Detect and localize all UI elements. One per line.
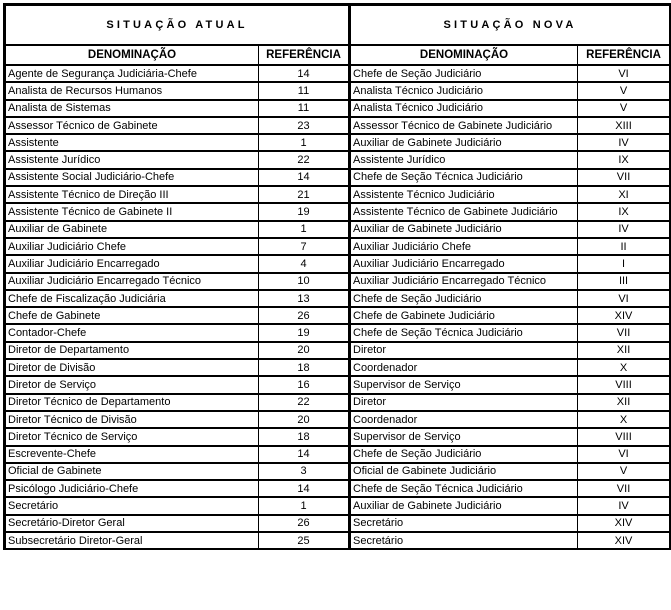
new-reference-cell: IX (578, 203, 671, 220)
new-reference-cell: IV (578, 134, 671, 151)
new-reference-cell: VII (578, 169, 671, 186)
current-denomination-cell: Chefe de Fiscalização Judiciária (5, 290, 259, 307)
new-denomination-cell: Assistente Técnico de Gabinete Judiciário (350, 203, 578, 220)
current-reference-cell: 22 (259, 151, 350, 168)
current-reference-cell: 14 (259, 446, 350, 463)
new-denomination-cell: Supervisor de Serviço (350, 428, 578, 445)
new-reference-header: REFERÊNCIA (578, 45, 671, 65)
current-denomination-cell: Subsecretário Diretor-Geral (5, 532, 259, 549)
new-reference-cell: VIII (578, 376, 671, 393)
new-reference-cell: VII (578, 324, 671, 341)
table-row (5, 480, 671, 497)
current-denomination-cell: Chefe de Gabinete (5, 307, 259, 324)
current-denomination-cell: Auxiliar Judiciário Encarregado (5, 255, 259, 272)
current-reference-cell: 14 (259, 65, 350, 82)
new-reference-cell: IV (578, 221, 671, 238)
current-denomination-cell: Assistente (5, 134, 259, 151)
new-denomination-cell: Coordenador (350, 411, 578, 428)
current-reference-cell: 10 (259, 273, 350, 290)
new-reference-cell: II (578, 238, 671, 255)
table-body (5, 65, 671, 549)
current-reference-cell: 11 (259, 82, 350, 99)
current-reference-cell: 7 (259, 238, 350, 255)
new-denomination-cell: Auxiliar de Gabinete Judiciário (350, 497, 578, 514)
current-situation-header: SITUAÇÃO ATUAL (5, 5, 350, 46)
current-denomination-cell: Diretor de Serviço (5, 376, 259, 393)
current-denomination-cell: Escrevente-Chefe (5, 446, 259, 463)
new-reference-cell: XII (578, 342, 671, 359)
current-reference-cell: 18 (259, 359, 350, 376)
new-reference-cell: V (578, 463, 671, 480)
new-denomination-cell: Coordenador (350, 359, 578, 376)
current-reference-cell: 18 (259, 428, 350, 445)
current-reference-cell: 25 (259, 532, 350, 549)
current-reference-cell: 26 (259, 515, 350, 532)
table-row (5, 65, 671, 82)
current-denomination-cell: Assistente Técnico de Gabinete II (5, 203, 259, 220)
current-denomination-cell: Assistente Social Judiciário-Chefe (5, 169, 259, 186)
current-reference-cell: 26 (259, 307, 350, 324)
new-reference-cell: V (578, 100, 671, 117)
new-reference-cell: XIV (578, 515, 671, 532)
table-row (5, 82, 671, 99)
table-row (5, 411, 671, 428)
new-reference-cell: VI (578, 446, 671, 463)
current-reference-cell: 1 (259, 497, 350, 514)
new-denomination-cell: Chefe de Seção Técnica Judiciário (350, 324, 578, 341)
table-row (5, 100, 671, 117)
current-reference-cell: 19 (259, 203, 350, 220)
current-reference-cell: 16 (259, 376, 350, 393)
table-row (5, 342, 671, 359)
new-denomination-cell: Chefe de Gabinete Judiciário (350, 307, 578, 324)
current-denomination-cell: Assistente Jurídico (5, 151, 259, 168)
table-row (5, 238, 671, 255)
new-reference-cell: XI (578, 186, 671, 203)
current-denomination-cell: Auxiliar Judiciário Chefe (5, 238, 259, 255)
new-reference-cell: I (578, 255, 671, 272)
new-reference-cell: III (578, 273, 671, 290)
new-reference-cell: VIII (578, 428, 671, 445)
table-row (5, 446, 671, 463)
current-reference-cell: 1 (259, 221, 350, 238)
table-row (5, 307, 671, 324)
new-denomination-cell: Auxiliar de Gabinete Judiciário (350, 221, 578, 238)
new-reference-cell: XII (578, 394, 671, 411)
table-row (5, 359, 671, 376)
new-denomination-cell: Secretário (350, 532, 578, 549)
table-row (5, 394, 671, 411)
current-denomination-cell: Diretor de Divisão (5, 359, 259, 376)
current-reference-cell: 11 (259, 100, 350, 117)
new-denomination-cell: Secretário (350, 515, 578, 532)
new-denomination-header: DENOMINAÇÃO (350, 45, 578, 65)
new-reference-cell: X (578, 411, 671, 428)
new-denomination-cell: Auxiliar Judiciário Encarregado Técnico (350, 273, 578, 290)
new-denomination-cell: Diretor (350, 342, 578, 359)
table-row (5, 186, 671, 203)
current-denomination-cell: Analista de Recursos Humanos (5, 82, 259, 99)
new-reference-cell: VI (578, 290, 671, 307)
new-denomination-cell: Chefe de Seção Judiciário (350, 290, 578, 307)
new-denomination-cell: Supervisor de Serviço (350, 376, 578, 393)
current-reference-cell: 19 (259, 324, 350, 341)
current-reference-cell: 21 (259, 186, 350, 203)
new-denomination-cell: Analista Técnico Judiciário (350, 100, 578, 117)
new-reference-cell: X (578, 359, 671, 376)
current-denomination-cell: Analista de Sistemas (5, 100, 259, 117)
current-reference-cell: 3 (259, 463, 350, 480)
current-denomination-cell: Secretário (5, 497, 259, 514)
current-denomination-cell: Auxiliar de Gabinete (5, 221, 259, 238)
new-denomination-cell: Assessor Técnico de Gabinete Judiciário (350, 117, 578, 134)
new-reference-cell: IV (578, 497, 671, 514)
new-denomination-cell: Chefe de Seção Judiciário (350, 446, 578, 463)
new-reference-cell: XIV (578, 532, 671, 549)
new-denomination-cell: Oficial de Gabinete Judiciário (350, 463, 578, 480)
current-denomination-cell: Diretor Técnico de Departamento (5, 394, 259, 411)
table-row (5, 151, 671, 168)
current-reference-header: REFERÊNCIA (259, 45, 350, 65)
new-denomination-cell: Diretor (350, 394, 578, 411)
current-denomination-cell: Contador-Chefe (5, 324, 259, 341)
table-row (5, 117, 671, 134)
new-denomination-cell: Chefe de Seção Judiciário (350, 65, 578, 82)
table-row (5, 497, 671, 514)
table-row (5, 169, 671, 186)
current-denomination-cell: Assistente Técnico de Direção III (5, 186, 259, 203)
table-row (5, 255, 671, 272)
current-reference-cell: 23 (259, 117, 350, 134)
table-row (5, 324, 671, 341)
current-reference-cell: 4 (259, 255, 350, 272)
new-denomination-cell: Assistente Técnico Judiciário (350, 186, 578, 203)
table-row (5, 463, 671, 480)
table-row (5, 515, 671, 532)
current-reference-cell: 13 (259, 290, 350, 307)
current-reference-cell: 22 (259, 394, 350, 411)
current-reference-cell: 1 (259, 134, 350, 151)
table-row (5, 376, 671, 393)
new-denomination-cell: Chefe de Seção Técnica Judiciário (350, 169, 578, 186)
current-reference-cell: 20 (259, 411, 350, 428)
new-denomination-cell: Auxiliar Judiciário Chefe (350, 238, 578, 255)
new-reference-cell: XIV (578, 307, 671, 324)
current-denomination-cell: Diretor Técnico de Divisão (5, 411, 259, 428)
current-denomination-cell: Oficial de Gabinete (5, 463, 259, 480)
new-reference-cell: VI (578, 65, 671, 82)
new-reference-cell: XIII (578, 117, 671, 134)
new-reference-cell: IX (578, 151, 671, 168)
table-row (5, 532, 671, 549)
current-denomination-cell: Assessor Técnico de Gabinete (5, 117, 259, 134)
new-denomination-cell: Analista Técnico Judiciário (350, 82, 578, 99)
table-row (5, 203, 671, 220)
current-denomination-cell: Psicólogo Judiciário-Chefe (5, 480, 259, 497)
current-denomination-cell: Diretor de Departamento (5, 342, 259, 359)
table-row (5, 290, 671, 307)
new-denomination-cell: Assistente Jurídico (350, 151, 578, 168)
current-denomination-cell: Diretor Técnico de Serviço (5, 428, 259, 445)
current-denomination-cell: Auxiliar Judiciário Encarregado Técnico (5, 273, 259, 290)
table-row (5, 221, 671, 238)
new-reference-cell: V (578, 82, 671, 99)
current-reference-cell: 14 (259, 480, 350, 497)
new-denomination-cell: Auxiliar Judiciário Encarregado (350, 255, 578, 272)
new-situation-header: SITUAÇÃO NOVA (350, 5, 671, 46)
new-reference-cell: VII (578, 480, 671, 497)
current-reference-cell: 20 (259, 342, 350, 359)
current-denomination-cell: Secretário-Diretor Geral (5, 515, 259, 532)
current-denomination-cell: Agente de Segurança Judiciária-Chefe (5, 65, 259, 82)
current-reference-cell: 14 (259, 169, 350, 186)
new-denomination-cell: Chefe de Seção Técnica Judiciário (350, 480, 578, 497)
table-row (5, 273, 671, 290)
current-denomination-header: DENOMINAÇÃO (5, 45, 259, 65)
position-mapping-table (3, 3, 671, 550)
table-row (5, 428, 671, 445)
table-row (5, 134, 671, 151)
new-denomination-cell: Auxiliar de Gabinete Judiciário (350, 134, 578, 151)
